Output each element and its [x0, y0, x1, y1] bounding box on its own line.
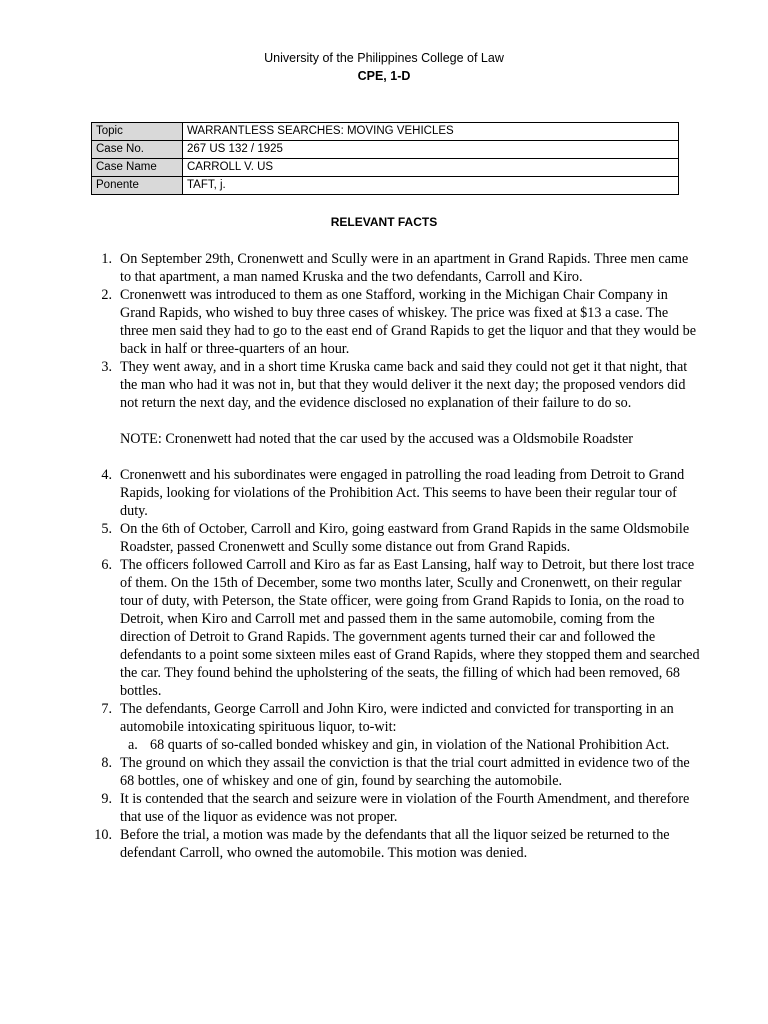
item-number: 10.: [94, 827, 112, 843]
topic-value: WARRANTLESS SEARCHES: MOVING VEHICLES: [183, 123, 679, 141]
item-text: Cronenwett was introduced to them as one Stafford, working in the Michigan Chair Company in Grand Rapids, who wished to buy three cases of whiskey. The price was fixed at $13 a case. The three men said they had to go to the east end of Grand Rapids to get the liquor and that they would be back in half or three-quarters of an hour.: [120, 287, 697, 357]
item-text: On the 6th of October, Carroll and Kiro, going eastward from Grand Rapids in the same Oldsmobile Roadster, passed Cronenwett and Scully some distance out from Grand Rapids.: [120, 521, 690, 555]
case-info-table: [91, 122, 679, 195]
table-row: [92, 141, 679, 159]
item-text: Before the trial, a motion was made by the defendants that all the liquor seized be returned to the defendant Carroll, who owned the automobile. This motion was denied.: [120, 827, 670, 861]
table-row: [92, 159, 679, 177]
list-item: [88, 556, 700, 700]
item-text: They went away, and in a short time Kruska came back and said they could not get it that night, that the man who had it was not in, but that they would deliver it the next day; the proposed vendors did not return the next day, and the evidence disclosed no explanation of their failure to do so.: [120, 359, 688, 411]
case-no-value: 267 US 132 / 1925: [183, 141, 679, 159]
course-code: CPE, 1-D: [357, 69, 411, 83]
sub-item-text: 68 quarts of so-called bonded whiskey and gin, in violation of the National Prohibition Act.: [150, 737, 670, 753]
case-no-label: Case No.: [92, 141, 183, 159]
sub-list-item: [128, 736, 700, 754]
item-number: 6.: [101, 557, 112, 573]
list-item: [88, 700, 700, 736]
item-number: 8.: [101, 755, 112, 771]
item-text: On September 29th, Cronenwett and Scully were in an apartment in Grand Rapids. Three men came to that apartment, a man named Kruska and the two defendants, Carroll and Kiro.: [120, 251, 689, 285]
university-name: University of the Philippines College of Law: [264, 51, 504, 65]
list-item: [88, 754, 700, 790]
item-text: Cronenwett and his subordinates were engaged in patrolling the road leading from Detroit to Grand Rapids, looking for violations of the Prohibition Act. This seems to have been their regular tour of duty.: [120, 467, 685, 519]
item-text: The officers followed Carroll and Kiro as far as East Lansing, half way to Detroit, but there lost trace of them. On the 15th of December, some two months later, Scully and Cronenwett, on their regular tour of duty, with Peterson, the State officer, were going from Grand Rapids to Ionia, on the road to Detroit, when Kiro and Carroll met and passed them in the same automobile, coming from the direction of Detroit to Grand Rapids. The government agents turned their car and followed the defendants to a point some sixteen miles east of Grand Rapids, where they stopped them and searched the car. They found behind the upholstering of the seats, the filling of which had been removed, 68 bottles.: [120, 557, 700, 699]
section-title: RELEVANT FACTS: [330, 215, 438, 229]
item-text: The ground on which they assail the conviction is that the trial court admitted in evidence two of the 68 bottles, one of whiskey and one of gin, found by searching the automobile.: [120, 755, 690, 789]
topic-label: Topic: [92, 123, 183, 141]
list-item: [88, 790, 700, 826]
case-name-label: Case Name: [92, 159, 183, 177]
list-item: [88, 466, 700, 520]
ponente-label: Ponente: [92, 177, 183, 195]
item-number: 7.: [101, 701, 112, 717]
case-name-value: CARROLL V. US: [183, 159, 679, 177]
table-row: [92, 123, 679, 141]
item-text: The defendants, George Carroll and John Kiro, were indicted and convicted for transporting in an automobile intoxicating spirituous liquor, to-wit:: [120, 701, 674, 735]
note-paragraph: NOTE: Cronenwett had noted that the car used by the accused was a Oldsmobile Roadster: [120, 431, 633, 447]
item-number: 5.: [101, 521, 112, 537]
item-number: 1.: [101, 251, 112, 267]
list-item: [88, 250, 700, 286]
item-number: 3.: [101, 359, 112, 375]
table-row: [92, 177, 679, 195]
sub-item-letter: a.: [128, 737, 138, 753]
list-item: [88, 826, 700, 862]
item-number: 4.: [101, 467, 112, 483]
list-item: [88, 358, 700, 412]
item-number: 9.: [101, 791, 112, 807]
list-item: [88, 520, 700, 556]
item-number: 2.: [101, 287, 112, 303]
document-header: [0, 49, 768, 85]
list-item: [88, 286, 700, 358]
ponente-value: TAFT, j.: [183, 177, 679, 195]
facts-list: [88, 250, 700, 862]
item-text: It is contended that the search and seizure were in violation of the Fourth Amendment, and therefore that use of the liquor as evidence was not proper.: [120, 791, 690, 825]
